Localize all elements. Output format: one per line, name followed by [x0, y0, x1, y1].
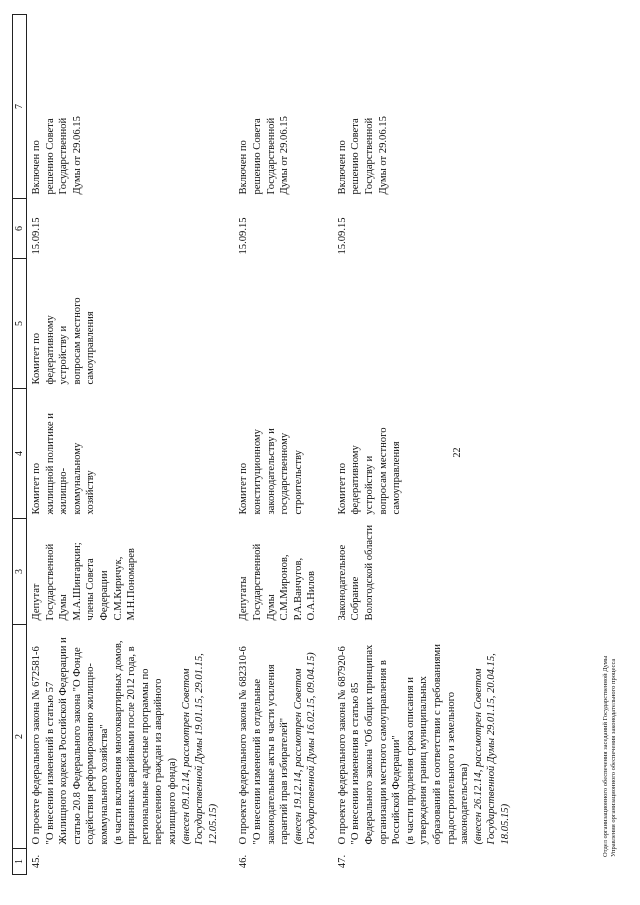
co-executor-committee — [27, 259, 235, 389]
footer-line-1: Отдел организационного обеспечения заседаний Государственной Думы — [602, 655, 609, 857]
bill-note-line: Государственной Думы 29.01.15, 20.04.15, — [486, 653, 498, 845]
date: 15.09.15 — [31, 217, 42, 255]
bill-title-line: утверждения границ муниципальных — [418, 676, 430, 845]
status-line: Думы от 29.06.15 — [71, 116, 83, 195]
co-executor-committee — [333, 259, 527, 389]
bill-note-line: Государственной Думы 16.02.15, 09.04.15) — [306, 652, 318, 845]
bill-title-line: "О внесении изменений в статью 57 — [44, 681, 56, 845]
bill-title-line: градостроительного и земельного — [445, 691, 457, 845]
bill-note-line: 18.05.15) — [500, 803, 511, 845]
author-line: О.А.Нилов — [306, 570, 318, 621]
committee-line: Комитет по — [31, 332, 42, 385]
status-line: Включен по — [336, 140, 348, 195]
committee-line: Комитет по — [31, 462, 42, 515]
bill-title — [333, 625, 527, 849]
author-line: Государственной — [251, 543, 263, 621]
bill-title-line: образований в соответствии с требованиями — [432, 644, 444, 845]
column-header-5: 5 — [13, 259, 27, 389]
responsible-committee — [27, 389, 235, 519]
row-number: 46. — [238, 854, 250, 869]
bill-note-line: 12.05.15) — [207, 803, 219, 845]
bill-title — [234, 625, 333, 849]
row-number: 47. — [336, 854, 348, 869]
column-header-3: 3 — [13, 519, 27, 625]
responsible-committee — [234, 389, 333, 519]
author-line: Собрание — [350, 576, 362, 621]
status-line: Государственной — [265, 117, 277, 195]
page-number: 22 — [452, 447, 463, 458]
responsible-committee — [333, 389, 527, 519]
committee-line: конституционному — [251, 429, 263, 515]
author-line: члены Совета — [85, 558, 97, 621]
author-line: Федерации — [98, 570, 110, 621]
status-line: Включен по — [31, 140, 42, 195]
author-line: Депутаты — [238, 576, 250, 621]
column-header-6: 6 — [13, 199, 27, 259]
bill-title-line: коммунального хозяйства" — [98, 724, 110, 845]
bill-title-line: гарантий прав избирателей" — [279, 717, 291, 845]
status-line: решению Совета — [251, 118, 263, 195]
table-row — [234, 15, 333, 875]
table-row — [333, 15, 527, 875]
column-header-4: 4 — [13, 389, 27, 519]
bill-note-line: Государственной Думы 19.01.15, 29.01.15, — [194, 653, 206, 845]
bill-author — [333, 519, 527, 625]
bill-title-line: Российской Федерации" — [391, 735, 403, 845]
committee-line: строительству — [292, 450, 304, 515]
committee-line: коммунальному — [71, 442, 83, 515]
author-line: М.А.Шингаркин; — [71, 542, 83, 621]
status — [234, 15, 333, 199]
bill-title-line: переселению граждан из аварийного — [153, 678, 165, 845]
committee-line: устройству и — [58, 325, 70, 385]
bill-title-line: содействия реформированию жилищно- — [85, 663, 97, 845]
committee-line: самоуправления — [85, 311, 97, 385]
author-line: Законодательное — [336, 544, 348, 621]
committee-line: государственному — [279, 432, 291, 515]
committee-line: законодательству и — [265, 428, 277, 515]
author-line: М.Н.Пономарев — [126, 548, 138, 621]
committee-line: жилищно- — [58, 467, 70, 515]
committee-line: федеративному — [44, 315, 56, 385]
committee-line: устройству и — [364, 455, 376, 515]
committee-line: хозяйству — [85, 470, 97, 515]
status-line: решению Совета — [350, 118, 362, 195]
bill-title-line: (в части включения многоквартирных домов, — [112, 640, 124, 845]
bill-title-line: (в части продления срока описания и — [404, 677, 416, 845]
column-header-2: 2 — [13, 625, 27, 849]
author-line: Вологодской области — [364, 524, 376, 621]
status-line: Думы от 29.06.15 — [377, 116, 389, 195]
footer-note — [602, 656, 618, 857]
co-executor-committee — [234, 259, 333, 389]
status-line: Государственной — [364, 117, 376, 195]
author-line: С.М.Киричук, — [112, 556, 124, 621]
table-row — [27, 15, 235, 875]
bill-title-line: законодательные акты в части усиления — [265, 664, 277, 845]
bills-table — [12, 14, 527, 875]
bill-author — [27, 519, 235, 625]
bill-title-line: Жилищного кодекса Российской Федерации и — [58, 637, 70, 845]
bill-title-line: статью 20.8 Федерального закона "О Фонде — [71, 647, 83, 845]
status-line: решению Совета — [44, 118, 56, 195]
author-line: С.М.Миронов, — [279, 554, 291, 621]
date: 15.09.15 — [336, 217, 348, 255]
bill-title-line: "О внесении изменений в отдельные — [251, 678, 263, 845]
status-line: Думы от 29.06.15 — [279, 116, 291, 195]
bill-title-line: Федерального закона "Об общих принципах — [364, 644, 376, 845]
column-header-1: 1 — [13, 849, 27, 875]
bill-title-line: региональные адресные программы по — [139, 668, 151, 845]
author-line: Р.А.Ванчугов, — [292, 557, 304, 621]
committee-line: Комитет по — [238, 462, 250, 515]
status — [27, 15, 235, 199]
status-line: Государственной — [58, 117, 70, 195]
date: 15.09.15 — [238, 217, 250, 255]
bill-title-line: жилищного фонда) — [166, 757, 178, 845]
bill-note-line: (внесен 09.12.14, рассмотрен Советом — [180, 668, 192, 845]
committee-line: жилищной политике и — [44, 413, 56, 515]
bill-title-line: законодательства) — [459, 763, 471, 845]
column-header-7: 7 — [13, 15, 27, 199]
bill-title-line: О проекте федерального закона № 682310-6 — [238, 646, 250, 845]
author-line: Думы — [58, 594, 70, 621]
author-line: Государственной — [44, 543, 56, 621]
bill-title-line: О проекте федерального закона № 672581-6 — [31, 646, 42, 845]
committee-line: Комитет по — [336, 462, 348, 515]
committee-line: самоуправления — [391, 441, 403, 515]
row-number: 45. — [31, 854, 42, 869]
status-line: Включен по — [238, 140, 250, 195]
status — [333, 15, 527, 199]
committee-line: вопросам местного — [377, 427, 389, 515]
bill-note-line: (внесен 19.12.14, рассмотрен Советом — [292, 668, 304, 845]
committee-line: федеративному — [350, 445, 362, 515]
bill-title-line: организации местного самоуправления в — [377, 660, 389, 845]
author-line: Думы — [265, 594, 277, 621]
bill-author — [234, 519, 333, 625]
column-number-row — [13, 15, 27, 875]
committee-line: вопросам местного — [71, 297, 83, 385]
author-line: Депутат — [31, 583, 42, 621]
bill-title-line: О проекте федерального закона № 687920-6 — [336, 646, 348, 845]
footer-line-2: Управления организационного обеспечения законодательного процесса — [610, 658, 617, 857]
bill-note-line: (внесен 26.12.14, рассмотрен Советом — [472, 668, 484, 845]
bill-title — [27, 625, 235, 849]
bill-title-line: "О внесении изменения в статью 85 — [350, 682, 362, 845]
bill-title-line: признанных аварийными после 2012 года, в — [126, 646, 138, 845]
